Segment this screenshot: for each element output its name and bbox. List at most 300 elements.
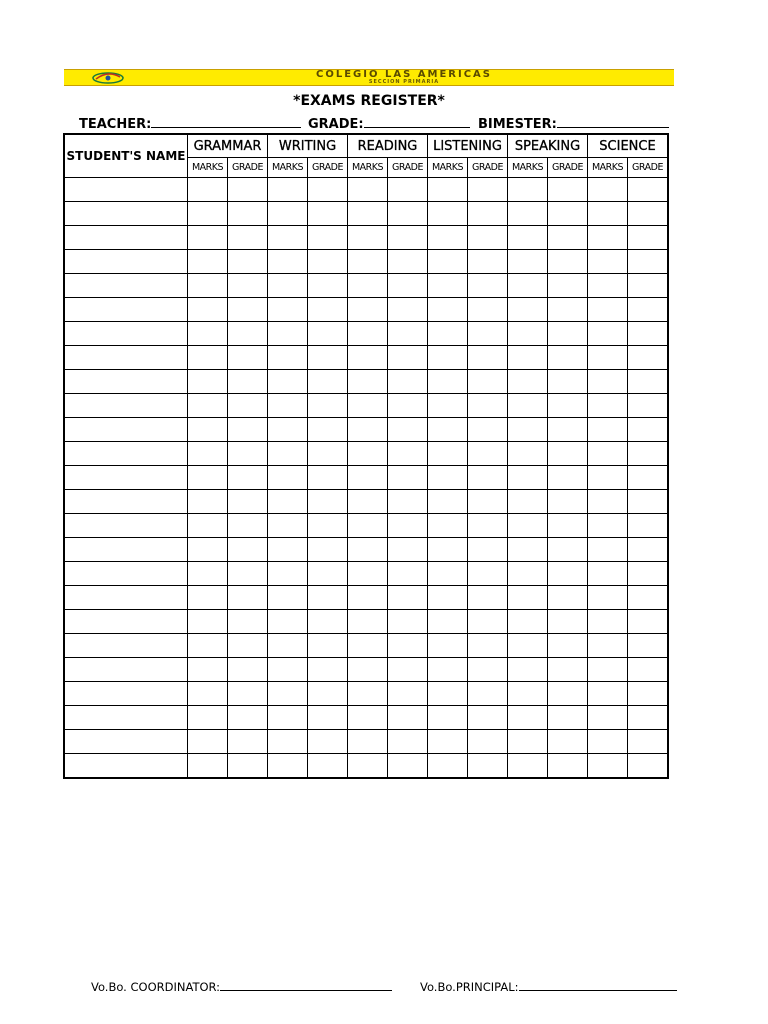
grade-cell[interactable] (228, 250, 268, 274)
student-name-cell[interactable] (64, 538, 188, 562)
marks-cell[interactable] (508, 634, 548, 658)
marks-cell[interactable] (268, 538, 308, 562)
grade-cell[interactable] (548, 322, 588, 346)
grade-line[interactable] (364, 116, 470, 128)
marks-cell[interactable] (348, 538, 388, 562)
principal-line[interactable] (519, 980, 677, 991)
marks-cell[interactable] (348, 202, 388, 226)
marks-cell[interactable] (508, 178, 548, 202)
student-name-cell[interactable] (64, 514, 188, 538)
grade-cell[interactable] (468, 634, 508, 658)
grade-cell[interactable] (548, 442, 588, 466)
grade-cell[interactable] (468, 466, 508, 490)
grade-cell[interactable] (548, 490, 588, 514)
marks-cell[interactable] (188, 730, 228, 754)
marks-cell[interactable] (508, 466, 548, 490)
grade-cell[interactable] (308, 634, 348, 658)
marks-cell[interactable] (348, 634, 388, 658)
marks-cell[interactable] (188, 298, 228, 322)
grade-cell[interactable] (228, 322, 268, 346)
grade-cell[interactable] (548, 178, 588, 202)
marks-cell[interactable] (188, 202, 228, 226)
grade-cell[interactable] (308, 466, 348, 490)
grade-cell[interactable] (548, 514, 588, 538)
marks-cell[interactable] (588, 226, 628, 250)
marks-cell[interactable] (188, 226, 228, 250)
marks-cell[interactable] (428, 178, 468, 202)
grade-cell[interactable] (628, 418, 669, 442)
grade-cell[interactable] (228, 346, 268, 370)
marks-cell[interactable] (428, 322, 468, 346)
grade-field[interactable] (308, 116, 470, 132)
grade-cell[interactable] (548, 538, 588, 562)
grade-cell[interactable] (308, 322, 348, 346)
marks-cell[interactable] (588, 634, 628, 658)
grade-cell[interactable] (388, 394, 428, 418)
student-name-cell[interactable] (64, 298, 188, 322)
grade-cell[interactable] (388, 730, 428, 754)
marks-cell[interactable] (188, 346, 228, 370)
grade-cell[interactable] (308, 706, 348, 730)
grade-cell[interactable] (548, 250, 588, 274)
marks-cell[interactable] (428, 754, 468, 779)
marks-cell[interactable] (268, 322, 308, 346)
marks-cell[interactable] (428, 586, 468, 610)
grade-cell[interactable] (628, 634, 669, 658)
grade-cell[interactable] (388, 274, 428, 298)
grade-cell[interactable] (468, 370, 508, 394)
grade-cell[interactable] (468, 490, 508, 514)
marks-cell[interactable] (428, 250, 468, 274)
grade-cell[interactable] (228, 226, 268, 250)
marks-cell[interactable] (508, 322, 548, 346)
marks-cell[interactable] (188, 514, 228, 538)
marks-cell[interactable] (348, 370, 388, 394)
marks-cell[interactable] (508, 706, 548, 730)
marks-cell[interactable] (188, 658, 228, 682)
coordinator-line[interactable] (220, 980, 392, 991)
student-name-cell[interactable] (64, 682, 188, 706)
marks-cell[interactable] (508, 610, 548, 634)
grade-cell[interactable] (388, 178, 428, 202)
grade-cell[interactable] (388, 562, 428, 586)
grade-cell[interactable] (228, 394, 268, 418)
grade-cell[interactable] (388, 202, 428, 226)
grade-cell[interactable] (628, 514, 669, 538)
grade-cell[interactable] (228, 610, 268, 634)
grade-cell[interactable] (468, 226, 508, 250)
grade-cell[interactable] (468, 442, 508, 466)
marks-cell[interactable] (588, 586, 628, 610)
grade-cell[interactable] (308, 394, 348, 418)
teacher-line[interactable] (151, 116, 301, 128)
grade-cell[interactable] (548, 202, 588, 226)
marks-cell[interactable] (508, 586, 548, 610)
student-name-cell[interactable] (64, 226, 188, 250)
marks-cell[interactable] (268, 490, 308, 514)
grade-cell[interactable] (388, 682, 428, 706)
grade-cell[interactable] (628, 322, 669, 346)
marks-cell[interactable] (268, 466, 308, 490)
marks-cell[interactable] (268, 226, 308, 250)
grade-cell[interactable] (308, 538, 348, 562)
grade-cell[interactable] (308, 610, 348, 634)
marks-cell[interactable] (508, 730, 548, 754)
grade-cell[interactable] (548, 754, 588, 779)
grade-cell[interactable] (628, 466, 669, 490)
marks-cell[interactable] (268, 682, 308, 706)
grade-cell[interactable] (388, 370, 428, 394)
marks-cell[interactable] (348, 442, 388, 466)
marks-cell[interactable] (508, 370, 548, 394)
grade-cell[interactable] (228, 370, 268, 394)
student-name-cell[interactable] (64, 658, 188, 682)
marks-cell[interactable] (188, 274, 228, 298)
bimester-line[interactable] (557, 116, 669, 128)
marks-cell[interactable] (268, 370, 308, 394)
grade-cell[interactable] (308, 274, 348, 298)
marks-cell[interactable] (348, 658, 388, 682)
grade-cell[interactable] (548, 274, 588, 298)
grade-cell[interactable] (228, 490, 268, 514)
marks-cell[interactable] (348, 394, 388, 418)
marks-cell[interactable] (508, 682, 548, 706)
marks-cell[interactable] (428, 514, 468, 538)
marks-cell[interactable] (348, 346, 388, 370)
grade-cell[interactable] (468, 586, 508, 610)
marks-cell[interactable] (188, 490, 228, 514)
marks-cell[interactable] (188, 682, 228, 706)
grade-cell[interactable] (228, 298, 268, 322)
grade-cell[interactable] (548, 706, 588, 730)
grade-cell[interactable] (468, 538, 508, 562)
grade-cell[interactable] (468, 514, 508, 538)
grade-cell[interactable] (388, 322, 428, 346)
marks-cell[interactable] (348, 250, 388, 274)
grade-cell[interactable] (388, 490, 428, 514)
grade-cell[interactable] (388, 514, 428, 538)
student-name-cell[interactable] (64, 202, 188, 226)
grade-cell[interactable] (228, 634, 268, 658)
marks-cell[interactable] (508, 538, 548, 562)
grade-cell[interactable] (548, 298, 588, 322)
marks-cell[interactable] (268, 754, 308, 779)
student-name-cell[interactable] (64, 610, 188, 634)
student-name-cell[interactable] (64, 586, 188, 610)
grade-cell[interactable] (468, 706, 508, 730)
grade-cell[interactable] (468, 562, 508, 586)
grade-cell[interactable] (228, 538, 268, 562)
marks-cell[interactable] (268, 442, 308, 466)
marks-cell[interactable] (348, 730, 388, 754)
grade-cell[interactable] (228, 418, 268, 442)
marks-cell[interactable] (588, 610, 628, 634)
student-name-cell[interactable] (64, 706, 188, 730)
marks-cell[interactable] (348, 226, 388, 250)
principal-signature[interactable] (420, 980, 677, 994)
marks-cell[interactable] (428, 274, 468, 298)
grade-cell[interactable] (628, 682, 669, 706)
grade-cell[interactable] (308, 250, 348, 274)
grade-cell[interactable] (228, 274, 268, 298)
marks-cell[interactable] (428, 634, 468, 658)
grade-cell[interactable] (548, 610, 588, 634)
marks-cell[interactable] (588, 538, 628, 562)
grade-cell[interactable] (548, 418, 588, 442)
student-name-cell[interactable] (64, 562, 188, 586)
grade-cell[interactable] (628, 562, 669, 586)
marks-cell[interactable] (268, 634, 308, 658)
marks-cell[interactable] (428, 682, 468, 706)
student-name-cell[interactable] (64, 490, 188, 514)
grade-cell[interactable] (388, 442, 428, 466)
grade-cell[interactable] (468, 658, 508, 682)
marks-cell[interactable] (508, 298, 548, 322)
grade-cell[interactable] (628, 706, 669, 730)
grade-cell[interactable] (628, 610, 669, 634)
grade-cell[interactable] (388, 226, 428, 250)
marks-cell[interactable] (428, 466, 468, 490)
grade-cell[interactable] (548, 394, 588, 418)
grade-cell[interactable] (468, 250, 508, 274)
grade-cell[interactable] (628, 538, 669, 562)
marks-cell[interactable] (508, 274, 548, 298)
grade-cell[interactable] (308, 226, 348, 250)
marks-cell[interactable] (588, 442, 628, 466)
marks-cell[interactable] (428, 610, 468, 634)
marks-cell[interactable] (188, 538, 228, 562)
grade-cell[interactable] (468, 754, 508, 779)
marks-cell[interactable] (268, 730, 308, 754)
student-name-cell[interactable] (64, 370, 188, 394)
grade-cell[interactable] (228, 178, 268, 202)
grade-cell[interactable] (308, 178, 348, 202)
marks-cell[interactable] (348, 586, 388, 610)
grade-cell[interactable] (628, 346, 669, 370)
grade-cell[interactable] (628, 370, 669, 394)
grade-cell[interactable] (628, 730, 669, 754)
marks-cell[interactable] (588, 370, 628, 394)
marks-cell[interactable] (588, 706, 628, 730)
marks-cell[interactable] (588, 682, 628, 706)
grade-cell[interactable] (228, 586, 268, 610)
marks-cell[interactable] (588, 346, 628, 370)
grade-cell[interactable] (468, 394, 508, 418)
grade-cell[interactable] (388, 250, 428, 274)
grade-cell[interactable] (468, 274, 508, 298)
marks-cell[interactable] (428, 394, 468, 418)
marks-cell[interactable] (508, 562, 548, 586)
grade-cell[interactable] (388, 418, 428, 442)
grade-cell[interactable] (308, 202, 348, 226)
grade-cell[interactable] (308, 562, 348, 586)
grade-cell[interactable] (308, 754, 348, 779)
grade-cell[interactable] (388, 586, 428, 610)
grade-cell[interactable] (548, 586, 588, 610)
marks-cell[interactable] (268, 178, 308, 202)
marks-cell[interactable] (188, 586, 228, 610)
grade-cell[interactable] (628, 394, 669, 418)
marks-cell[interactable] (348, 274, 388, 298)
grade-cell[interactable] (388, 706, 428, 730)
student-name-cell[interactable] (64, 274, 188, 298)
marks-cell[interactable] (268, 418, 308, 442)
student-name-cell[interactable] (64, 442, 188, 466)
grade-cell[interactable] (548, 634, 588, 658)
marks-cell[interactable] (428, 658, 468, 682)
grade-cell[interactable] (388, 634, 428, 658)
marks-cell[interactable] (348, 490, 388, 514)
student-name-cell[interactable] (64, 250, 188, 274)
grade-cell[interactable] (468, 682, 508, 706)
marks-cell[interactable] (348, 178, 388, 202)
marks-cell[interactable] (428, 538, 468, 562)
marks-cell[interactable] (508, 418, 548, 442)
marks-cell[interactable] (588, 730, 628, 754)
coordinator-signature[interactable] (91, 980, 392, 994)
student-name-cell[interactable] (64, 754, 188, 779)
grade-cell[interactable] (548, 370, 588, 394)
grade-cell[interactable] (228, 562, 268, 586)
marks-cell[interactable] (348, 514, 388, 538)
grade-cell[interactable] (468, 322, 508, 346)
grade-cell[interactable] (388, 610, 428, 634)
marks-cell[interactable] (428, 706, 468, 730)
marks-cell[interactable] (508, 226, 548, 250)
marks-cell[interactable] (588, 754, 628, 779)
marks-cell[interactable] (188, 418, 228, 442)
marks-cell[interactable] (268, 202, 308, 226)
marks-cell[interactable] (588, 490, 628, 514)
grade-cell[interactable] (548, 562, 588, 586)
marks-cell[interactable] (588, 178, 628, 202)
grade-cell[interactable] (468, 202, 508, 226)
marks-cell[interactable] (508, 754, 548, 779)
marks-cell[interactable] (268, 274, 308, 298)
marks-cell[interactable] (428, 490, 468, 514)
student-name-cell[interactable] (64, 346, 188, 370)
grade-cell[interactable] (308, 370, 348, 394)
grade-cell[interactable] (628, 442, 669, 466)
grade-cell[interactable] (468, 418, 508, 442)
student-name-cell[interactable] (64, 730, 188, 754)
grade-cell[interactable] (628, 202, 669, 226)
student-name-cell[interactable] (64, 322, 188, 346)
grade-cell[interactable] (468, 178, 508, 202)
marks-cell[interactable] (268, 586, 308, 610)
marks-cell[interactable] (428, 370, 468, 394)
marks-cell[interactable] (428, 346, 468, 370)
grade-cell[interactable] (308, 682, 348, 706)
grade-cell[interactable] (388, 538, 428, 562)
grade-cell[interactable] (228, 658, 268, 682)
marks-cell[interactable] (588, 274, 628, 298)
marks-cell[interactable] (188, 442, 228, 466)
marks-cell[interactable] (188, 610, 228, 634)
grade-cell[interactable] (228, 682, 268, 706)
grade-cell[interactable] (228, 442, 268, 466)
marks-cell[interactable] (588, 658, 628, 682)
grade-cell[interactable] (468, 298, 508, 322)
marks-cell[interactable] (188, 634, 228, 658)
marks-cell[interactable] (508, 202, 548, 226)
marks-cell[interactable] (508, 514, 548, 538)
marks-cell[interactable] (188, 706, 228, 730)
marks-cell[interactable] (428, 442, 468, 466)
marks-cell[interactable] (348, 322, 388, 346)
marks-cell[interactable] (268, 394, 308, 418)
grade-cell[interactable] (308, 418, 348, 442)
grade-cell[interactable] (548, 658, 588, 682)
marks-cell[interactable] (508, 250, 548, 274)
marks-cell[interactable] (268, 346, 308, 370)
marks-cell[interactable] (188, 562, 228, 586)
marks-cell[interactable] (348, 298, 388, 322)
grade-cell[interactable] (308, 442, 348, 466)
marks-cell[interactable] (268, 298, 308, 322)
marks-cell[interactable] (268, 514, 308, 538)
grade-cell[interactable] (548, 346, 588, 370)
marks-cell[interactable] (428, 418, 468, 442)
marks-cell[interactable] (588, 466, 628, 490)
marks-cell[interactable] (508, 394, 548, 418)
marks-cell[interactable] (348, 418, 388, 442)
marks-cell[interactable] (348, 754, 388, 779)
grade-cell[interactable] (628, 298, 669, 322)
grade-cell[interactable] (628, 658, 669, 682)
grade-cell[interactable] (228, 514, 268, 538)
grade-cell[interactable] (308, 586, 348, 610)
marks-cell[interactable] (348, 610, 388, 634)
grade-cell[interactable] (308, 514, 348, 538)
marks-cell[interactable] (428, 298, 468, 322)
marks-cell[interactable] (588, 322, 628, 346)
marks-cell[interactable] (508, 442, 548, 466)
marks-cell[interactable] (428, 562, 468, 586)
marks-cell[interactable] (348, 562, 388, 586)
grade-cell[interactable] (388, 466, 428, 490)
grade-cell[interactable] (388, 298, 428, 322)
grade-cell[interactable] (628, 586, 669, 610)
grade-cell[interactable] (388, 346, 428, 370)
marks-cell[interactable] (508, 658, 548, 682)
marks-cell[interactable] (268, 706, 308, 730)
grade-cell[interactable] (388, 754, 428, 779)
grade-cell[interactable] (228, 202, 268, 226)
grade-cell[interactable] (628, 490, 669, 514)
grade-cell[interactable] (548, 730, 588, 754)
grade-cell[interactable] (308, 298, 348, 322)
student-name-cell[interactable] (64, 178, 188, 202)
marks-cell[interactable] (508, 346, 548, 370)
grade-cell[interactable] (308, 658, 348, 682)
marks-cell[interactable] (348, 466, 388, 490)
grade-cell[interactable] (228, 754, 268, 779)
marks-cell[interactable] (188, 250, 228, 274)
marks-cell[interactable] (588, 418, 628, 442)
student-name-cell[interactable] (64, 394, 188, 418)
teacher-field[interactable] (79, 116, 301, 132)
marks-cell[interactable] (188, 466, 228, 490)
grade-cell[interactable] (308, 730, 348, 754)
student-name-cell[interactable] (64, 634, 188, 658)
marks-cell[interactable] (188, 754, 228, 779)
marks-cell[interactable] (428, 226, 468, 250)
grade-cell[interactable] (228, 706, 268, 730)
grade-cell[interactable] (468, 610, 508, 634)
marks-cell[interactable] (588, 562, 628, 586)
grade-cell[interactable] (628, 274, 669, 298)
